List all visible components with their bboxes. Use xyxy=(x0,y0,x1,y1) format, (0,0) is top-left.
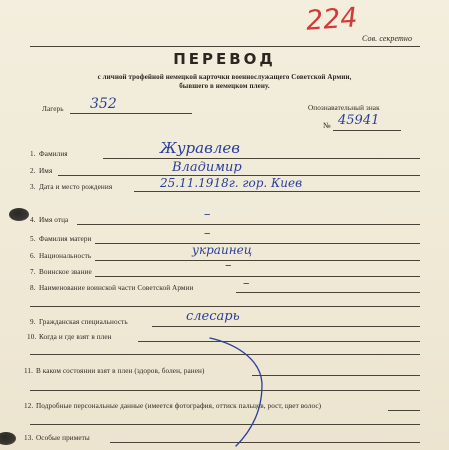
field-11-number: 11. xyxy=(24,367,34,375)
field-5-number: 5. xyxy=(30,235,36,243)
field-2-label: Имя xyxy=(39,167,53,175)
field-4-label: Имя отца xyxy=(39,216,69,224)
field-3-number: 3. xyxy=(30,183,36,191)
field-13-number: 13. xyxy=(24,434,34,442)
tag-prefix: № xyxy=(323,121,331,130)
field-3-label: Дата и место рождения xyxy=(39,183,113,191)
camp-label: Лагерь xyxy=(42,105,64,113)
field-2-value: Владимир xyxy=(172,160,242,175)
punch-hole-top xyxy=(9,208,29,221)
tag-value: 45941 xyxy=(338,113,380,128)
field-6-number: 6. xyxy=(30,252,36,260)
field-8-value: – xyxy=(243,276,250,291)
field-10-number: 10. xyxy=(27,333,37,341)
field-8-number: 8. xyxy=(30,284,36,292)
document-subtitle-2: бывшего в немецком плену. xyxy=(179,82,270,90)
field-5-value: – xyxy=(204,226,211,241)
field-9-number: 9. xyxy=(30,318,36,326)
classification-label: Сов. секретно xyxy=(362,34,413,43)
field-9-value: слесарь xyxy=(186,309,240,324)
field-3-value: 25.11.1918г. гор. Киев xyxy=(160,176,303,190)
field-7-label: Воинское звание xyxy=(39,268,92,276)
field-4-number: 4. xyxy=(30,216,36,224)
tag-label: Опознавательный знак xyxy=(308,104,380,112)
field-8-label: Наименование воинской части Советской Армии xyxy=(39,284,194,292)
field-4-value: – xyxy=(204,207,211,222)
field-5-label: Фамилия матери xyxy=(39,235,92,243)
field-12-label: Подробные персональные данные (имеется фотография, оттиск пальцев, рост, цвет волос) xyxy=(36,402,322,410)
field-12-number: 12. xyxy=(24,402,34,410)
field-1-label: Фамилия xyxy=(39,150,68,158)
field-6-value: украинец xyxy=(192,243,253,257)
field-11-label: В каком состоянии взят в плен (здоров, болен, ранен) xyxy=(36,367,205,375)
field-6-label: Национальность xyxy=(39,252,92,260)
field-1-value: Журавлев xyxy=(160,139,240,157)
field-10-label: Когда и где взят в плен xyxy=(39,333,112,341)
field-9-label: Гражданская специальность xyxy=(39,318,128,326)
field-13-label: Особые приметы xyxy=(36,434,90,442)
field-2-number: 2. xyxy=(30,167,36,175)
field-1-number: 1. xyxy=(30,150,36,158)
document-title: ПЕРЕВОД xyxy=(173,50,276,68)
stamp-number: 224 xyxy=(304,2,359,37)
field-7-number: 7. xyxy=(30,268,36,276)
field-7-value: – xyxy=(225,258,232,273)
document-subtitle-1: с личной трофейной немецкой карточки военнослужащего Советской Армии, xyxy=(97,73,352,81)
camp-value: 352 xyxy=(90,96,117,112)
